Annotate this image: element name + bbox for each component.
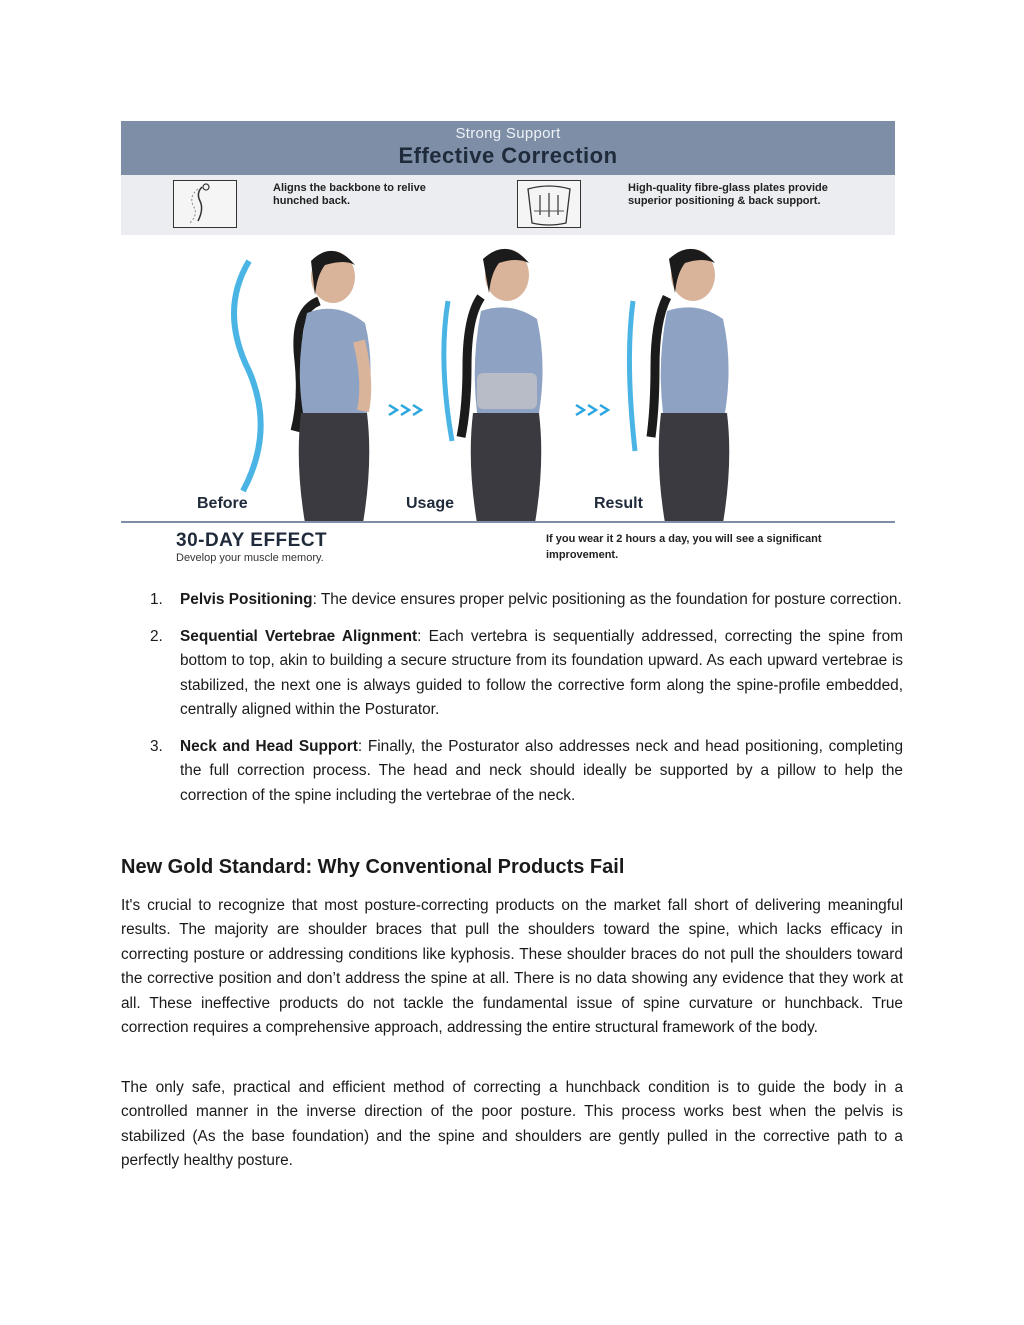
- stage-label-result: Result: [594, 495, 643, 512]
- list-item-title: Sequential Vertebrae Alignment: [180, 627, 418, 645]
- benefits-list: [121, 588, 903, 821]
- infographic-subtitle: Strong Support: [455, 125, 561, 142]
- spine-curve-usage: [444, 301, 452, 441]
- woman-figure-usage: [461, 249, 543, 521]
- paragraph: It's crucial to recognize that most posture-correcting products on the market fall short of delivering meaningful results. The majority are shoulder braces that pull the shoulders toward the spine, which lacks efficacy in correcting posture or addressing conditions like kyphosis. These shoulder braces do not pull the shoulders toward the corrective position and don’t address the spine at all. There is no data showing any evidence that they work at all. These ineffective products do not tackle the fundamental issue of spine curvature or hunchback. True correction requires a comprehensive approach, addressing the entire structural framework of the body.: [121, 897, 903, 1037]
- feature-strip: [121, 175, 895, 235]
- infographic-title: Effective Correction: [398, 143, 618, 168]
- list-item-text: : Finally, the Posturator also addresses neck and head positioning, completing the full correction process. The head and neck should ideally be supported by a pillow to help the correction of the spine including the vertebrae of the neck.: [180, 738, 904, 804]
- feature-text-backbone: Aligns the backbone to relive hunched back.: [273, 182, 426, 207]
- list-item: [121, 625, 903, 723]
- infographic-divider: [121, 521, 895, 523]
- list-item-text: : The device ensures proper pelvic positioning as the foundation for posture correction.: [312, 591, 902, 608]
- spine-curve-before: [234, 261, 261, 491]
- list-item: [121, 735, 903, 808]
- woman-figure-result: [651, 249, 729, 521]
- effect-title: 30-DAY EFFECT: [176, 530, 328, 551]
- effect-note: If you wear it 2 hours a day, you will see a significant improvement.: [546, 533, 822, 561]
- arrow-icon: [389, 405, 421, 415]
- brace-plates-icon: [517, 180, 581, 228]
- feature-text-plates: High-quality fibre-glass plates provide superior positioning & back support.: [628, 182, 828, 207]
- list-number: 2.: [150, 627, 163, 645]
- list-number: 3.: [150, 738, 163, 756]
- infographic-header: [121, 121, 895, 175]
- list-item: [121, 588, 903, 612]
- list-item-title: Pelvis Positioning: [180, 591, 313, 608]
- spine-curve-result: [629, 301, 635, 451]
- stage-label-before: Before: [197, 495, 248, 512]
- list-number: 1.: [150, 591, 163, 608]
- arrow-icon: [576, 405, 608, 415]
- brace-belt: [477, 373, 537, 409]
- backbone-icon: [173, 180, 237, 228]
- woman-figure-before: [295, 251, 371, 521]
- section-heading: New Gold Standard: Why Conventional Products Fail: [121, 856, 625, 878]
- posture-comparison-art: [121, 241, 895, 521]
- paragraph: The only safe, practical and efficient method of correcting a hunchback condition is to guide the body in a controlled manner in the inverse direction of the poor posture. This process works best when the pelvis is stabilized (As the base foundation) and the spine and shoulders are gently pulled in the corrective path to a perfectly healthy posture.: [121, 1079, 903, 1170]
- list-item-text: : Each vertebra is sequentially addressed, correcting the spine from bottom to top, akin to building a secure structure from its foundation upward. As each upward vertebrae is stabilized, the next one is always guided to follow the corrective form along the spine-profile embedded, centrally aligned within the Posturator.: [180, 627, 903, 719]
- posture-infographic: [121, 121, 895, 576]
- list-item-title: Neck and Head Support: [180, 738, 358, 756]
- stage-label-usage: Usage: [406, 495, 455, 512]
- effect-subtitle: Develop your muscle memory.: [176, 552, 324, 564]
